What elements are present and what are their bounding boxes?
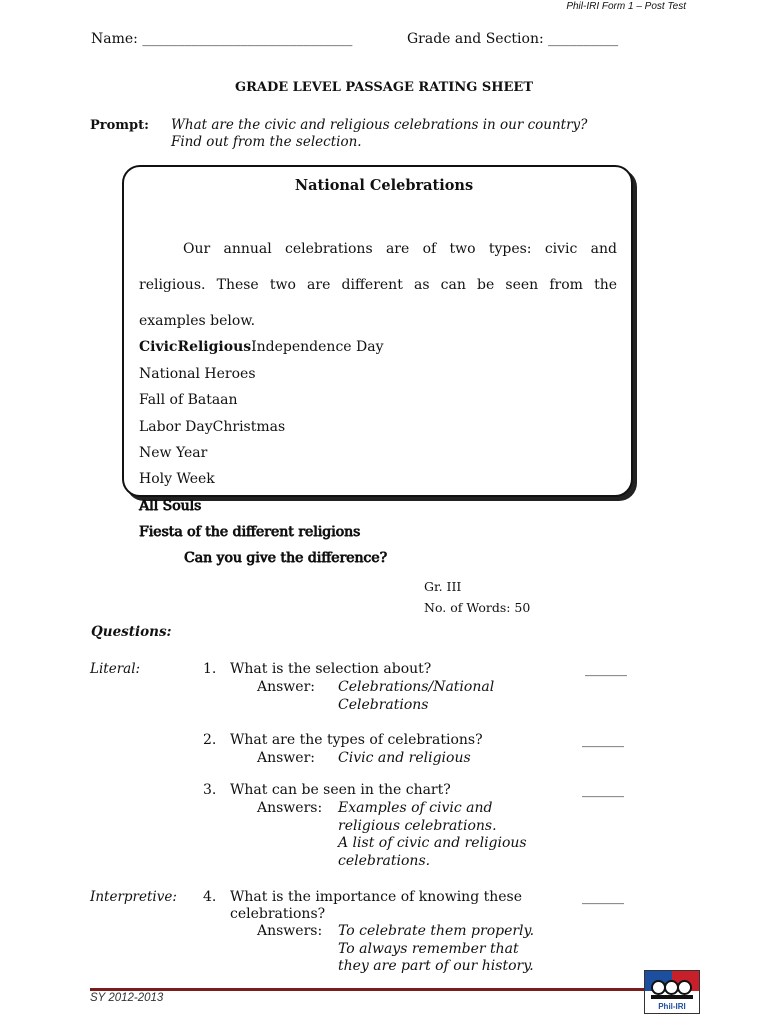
question-text: What is the importance of knowing these [230,889,522,905]
list-item: Labor DayChristmas [139,419,286,435]
score-blank: ______ [585,661,627,677]
answer-text [338,800,527,870]
logo-text: Phil-IRI [658,1002,686,1011]
prompt-line-1: What are the civic and religious celebrations in our country? [171,117,588,133]
logo-circle-icon [677,980,692,995]
logo-bar [651,995,693,999]
civic-religious-heading: CivicReligious [139,339,252,355]
prompt-text [171,117,631,151]
list-item: Fall of Bataan [139,392,238,408]
question-number: 3. [203,782,217,798]
phil-iri-logo [644,970,700,1014]
passage-list-first [139,339,384,355]
answer-line: Celebrations/National [338,679,495,695]
grade-section-field: Grade and Section: __________ [407,31,619,47]
score-blank: ______ [582,732,624,748]
answer-label: Answers: [257,800,323,816]
grade-level: Gr. III [424,579,462,594]
closing-question: Can you give the difference? [184,550,388,566]
answer-text [338,923,534,976]
prompt-label: Prompt: [90,118,149,133]
list-item: Holy Week [139,471,215,487]
word-count: No. of Words: 50 [424,600,531,615]
passage-paragraph: Our annual celebrations are of two types: civic and religious. These two are different as can be seen from the examples below. [139,241,617,329]
interpretive-label: Interpretive: [90,889,177,905]
question-text-continued: celebrations? [230,906,326,922]
answer-line: religious celebrations. [338,817,497,834]
list-item: All Souls [139,498,202,514]
answer-text [338,679,494,714]
list-item: Fiesta of the different religions [139,524,361,540]
footer-rule [90,988,650,991]
question-number: 2. [203,732,217,748]
literal-label: Literal: [90,661,141,677]
answer-line: A list of civic and religious [338,835,527,851]
score-blank: ______ [582,782,624,798]
passage-title: National Celebrations [294,177,474,194]
answer-line: they are part of our history. [338,958,534,974]
question-text: What is the selection about? [230,661,432,677]
answer-label: Answer: [257,679,315,695]
answer-line: Civic and religious [338,750,471,766]
answer-label: Answer: [257,750,315,766]
answer-line: Examples of civic and [338,800,493,816]
score-blank: ______ [582,889,624,905]
answer-line: To celebrate them properly. [338,923,535,939]
page-title: GRADE LEVEL PASSAGE RATING SHEET [234,80,534,95]
questions-heading: Questions: [91,624,172,640]
form-label: Phil-IRI Form 1 – Post Test [566,1,686,12]
list-item: Independence Day [251,339,384,355]
question-number: 1. [203,661,217,677]
list-item: New Year [139,445,208,461]
list-item: National Heroes [139,366,256,382]
answer-label: Answers: [257,923,323,939]
answer-text [338,750,471,768]
prompt-line-2: Find out from the selection. [171,134,362,150]
school-year: SY 2012-2013 [90,992,164,1004]
question-text: What are the types of celebrations? [230,732,483,748]
name-field: Name: ______________________________ [91,31,353,47]
question-text: What can be seen in the chart? [230,782,451,798]
question-number: 4. [203,889,217,905]
answer-line: celebrations. [338,852,431,869]
answer-line: To always remember that [338,940,519,957]
answer-line: Celebrations [338,696,429,713]
